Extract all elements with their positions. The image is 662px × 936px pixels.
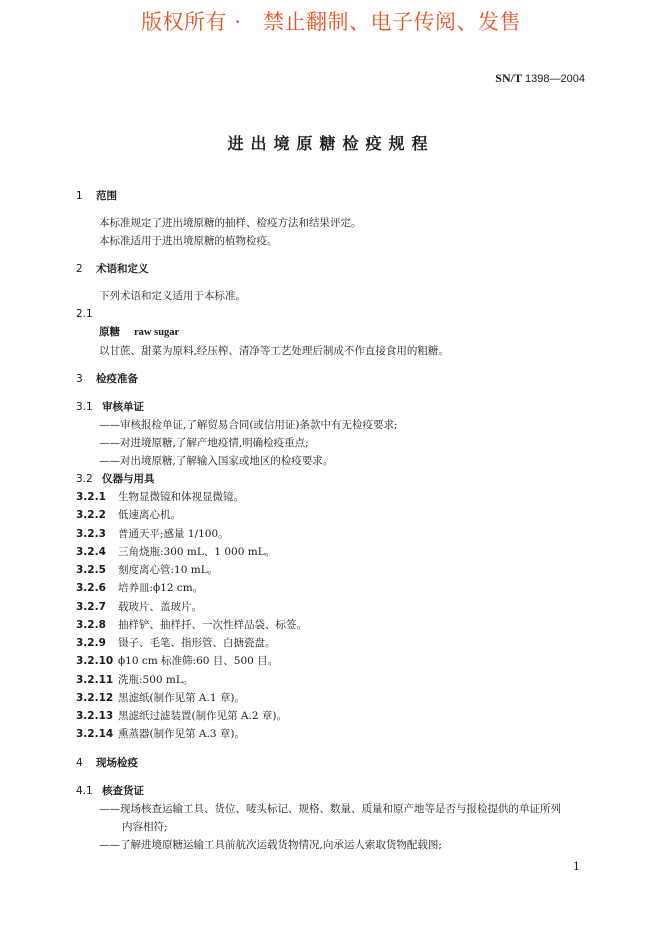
subsection-number: 4.1 bbox=[76, 785, 93, 797]
subsection-number: 3.1 bbox=[76, 401, 93, 413]
item-number: 3.2.14 bbox=[76, 728, 114, 740]
item-text: 三角烧瓶:300 mL、1 000 mL。 bbox=[118, 546, 276, 558]
term-entry bbox=[99, 325, 179, 340]
item-number: 3.2.10 bbox=[76, 655, 114, 667]
standard-code bbox=[495, 71, 585, 86]
paragraph: 本标准规定了进出境原糖的抽样、检疫方法和结果评定。 bbox=[99, 217, 362, 229]
dash-item: ——审核报检单证,了解贸易合同(或信用证)条款中有无检疫要求; bbox=[99, 419, 398, 431]
item-number: 3.2.7 bbox=[76, 601, 106, 613]
item-number: 3.2.13 bbox=[76, 710, 114, 722]
item-text: 洗瓶:500 mL。 bbox=[118, 674, 194, 686]
list-item bbox=[76, 691, 245, 705]
section-heading-2 bbox=[76, 262, 149, 276]
item-number: 3.2.11 bbox=[76, 674, 114, 686]
section-title: 检疫准备 bbox=[96, 373, 138, 385]
section-heading-1 bbox=[76, 189, 117, 203]
section-number: 2 bbox=[76, 263, 83, 275]
item-number: 3.2.1 bbox=[76, 491, 106, 503]
section-heading-4 bbox=[76, 756, 138, 770]
list-item bbox=[76, 636, 276, 650]
dash-item: ——对进境原糖,了解产地疫情,明确检疫重点; bbox=[99, 437, 309, 449]
list-item bbox=[76, 709, 287, 723]
item-text: 熏蒸器(制作见第 A.3 章)。 bbox=[118, 728, 245, 740]
term-english: raw sugar bbox=[134, 327, 180, 338]
item-number: 3.2.6 bbox=[76, 582, 106, 594]
subsection-title: 仪器与用具 bbox=[102, 473, 155, 485]
section-heading-3 bbox=[76, 372, 138, 386]
dash-item: ——对出境原糖,了解输入国家或地区的检疫要求。 bbox=[99, 455, 334, 467]
item-text: 培养皿:ϕ12 cm。 bbox=[118, 582, 204, 594]
item-text: 黑滤纸(制作见第 A.1 章)。 bbox=[118, 692, 245, 704]
page-number: 1 bbox=[573, 860, 580, 873]
dash-item-continuation: 内容相符; bbox=[122, 821, 168, 833]
section-number: 1 bbox=[76, 190, 83, 202]
item-text: 载玻片、盖玻片。 bbox=[118, 601, 202, 613]
standard-code-number: 1398—2004 bbox=[525, 73, 585, 85]
section-title: 范围 bbox=[96, 190, 117, 202]
subsection-heading-3-1 bbox=[76, 400, 144, 414]
list-item bbox=[76, 600, 202, 614]
page-title: 进出境原糖检疫规程 bbox=[227, 134, 435, 153]
list-item bbox=[76, 563, 218, 577]
dash-item: ——了解进境原糖运输工具前航次运载货物情况,向承运人索取货物配载图; bbox=[99, 839, 442, 851]
section-number: 4 bbox=[76, 757, 83, 769]
item-text: 刻度离心管:10 mL。 bbox=[118, 564, 219, 576]
list-item bbox=[76, 727, 245, 741]
paragraph: 下列术语和定义适用于本标准。 bbox=[99, 290, 246, 302]
list-item bbox=[76, 673, 193, 687]
term-chinese: 原糖 bbox=[99, 326, 120, 338]
term-definition: 以甘蔗、甜菜为原料,经压榨、清净等工艺处理后制成不作直接食用的粗糖。 bbox=[99, 345, 449, 357]
dash-item: ——现场核查运输工具、货位、唛头标记、规格、数量、质量和原产地等是否与报检提供的单证所列 bbox=[99, 803, 561, 815]
subsection-title: 审核单证 bbox=[102, 401, 144, 413]
item-number: 3.2.4 bbox=[76, 546, 106, 558]
item-text: 普通天平;感量 1/100。 bbox=[118, 528, 229, 540]
copyright-watermark: 版权所有 · 禁止翻制、电子传阅、发售 bbox=[141, 10, 521, 34]
list-item bbox=[76, 654, 278, 668]
item-text: 抽样铲、抽样扦、一次性样品袋、标签。 bbox=[118, 619, 307, 631]
item-number: 3.2.12 bbox=[76, 692, 114, 704]
list-item bbox=[76, 545, 275, 559]
section-title: 现场检疫 bbox=[96, 757, 138, 769]
item-text: 生物显微镜和体视显微镜。 bbox=[118, 491, 244, 503]
item-number: 3.2.8 bbox=[76, 619, 106, 631]
subsection-heading-4-1 bbox=[76, 784, 144, 798]
clause-number: 2.1 bbox=[76, 308, 93, 320]
section-title: 术语和定义 bbox=[96, 263, 149, 275]
standard-code-prefix: SN/T bbox=[495, 71, 522, 85]
item-text: 黑滤纸过滤装置(制作见第 A.2 章)。 bbox=[118, 710, 287, 722]
item-text: 镊子、毛笔、指形管、白搪瓷盘。 bbox=[118, 637, 276, 649]
subsection-title: 核查货证 bbox=[102, 785, 144, 797]
paragraph: 本标准适用于进出境原糖的植物检疫。 bbox=[99, 235, 278, 247]
item-number: 3.2.5 bbox=[76, 564, 106, 576]
list-item bbox=[76, 618, 307, 632]
subsection-heading-3-2 bbox=[76, 472, 155, 486]
item-number: 3.2.9 bbox=[76, 637, 106, 649]
item-number: 3.2.3 bbox=[76, 528, 106, 540]
list-item bbox=[76, 581, 203, 595]
item-text: 低速离心机。 bbox=[118, 509, 181, 521]
subsection-number: 3.2 bbox=[76, 473, 93, 485]
item-number: 3.2.2 bbox=[76, 509, 106, 521]
list-item bbox=[76, 508, 181, 522]
item-text: ϕ10 cm 标准筛:60 目、500 目。 bbox=[118, 655, 279, 667]
section-number: 3 bbox=[76, 373, 83, 385]
list-item bbox=[76, 527, 229, 541]
list-item bbox=[76, 490, 244, 504]
